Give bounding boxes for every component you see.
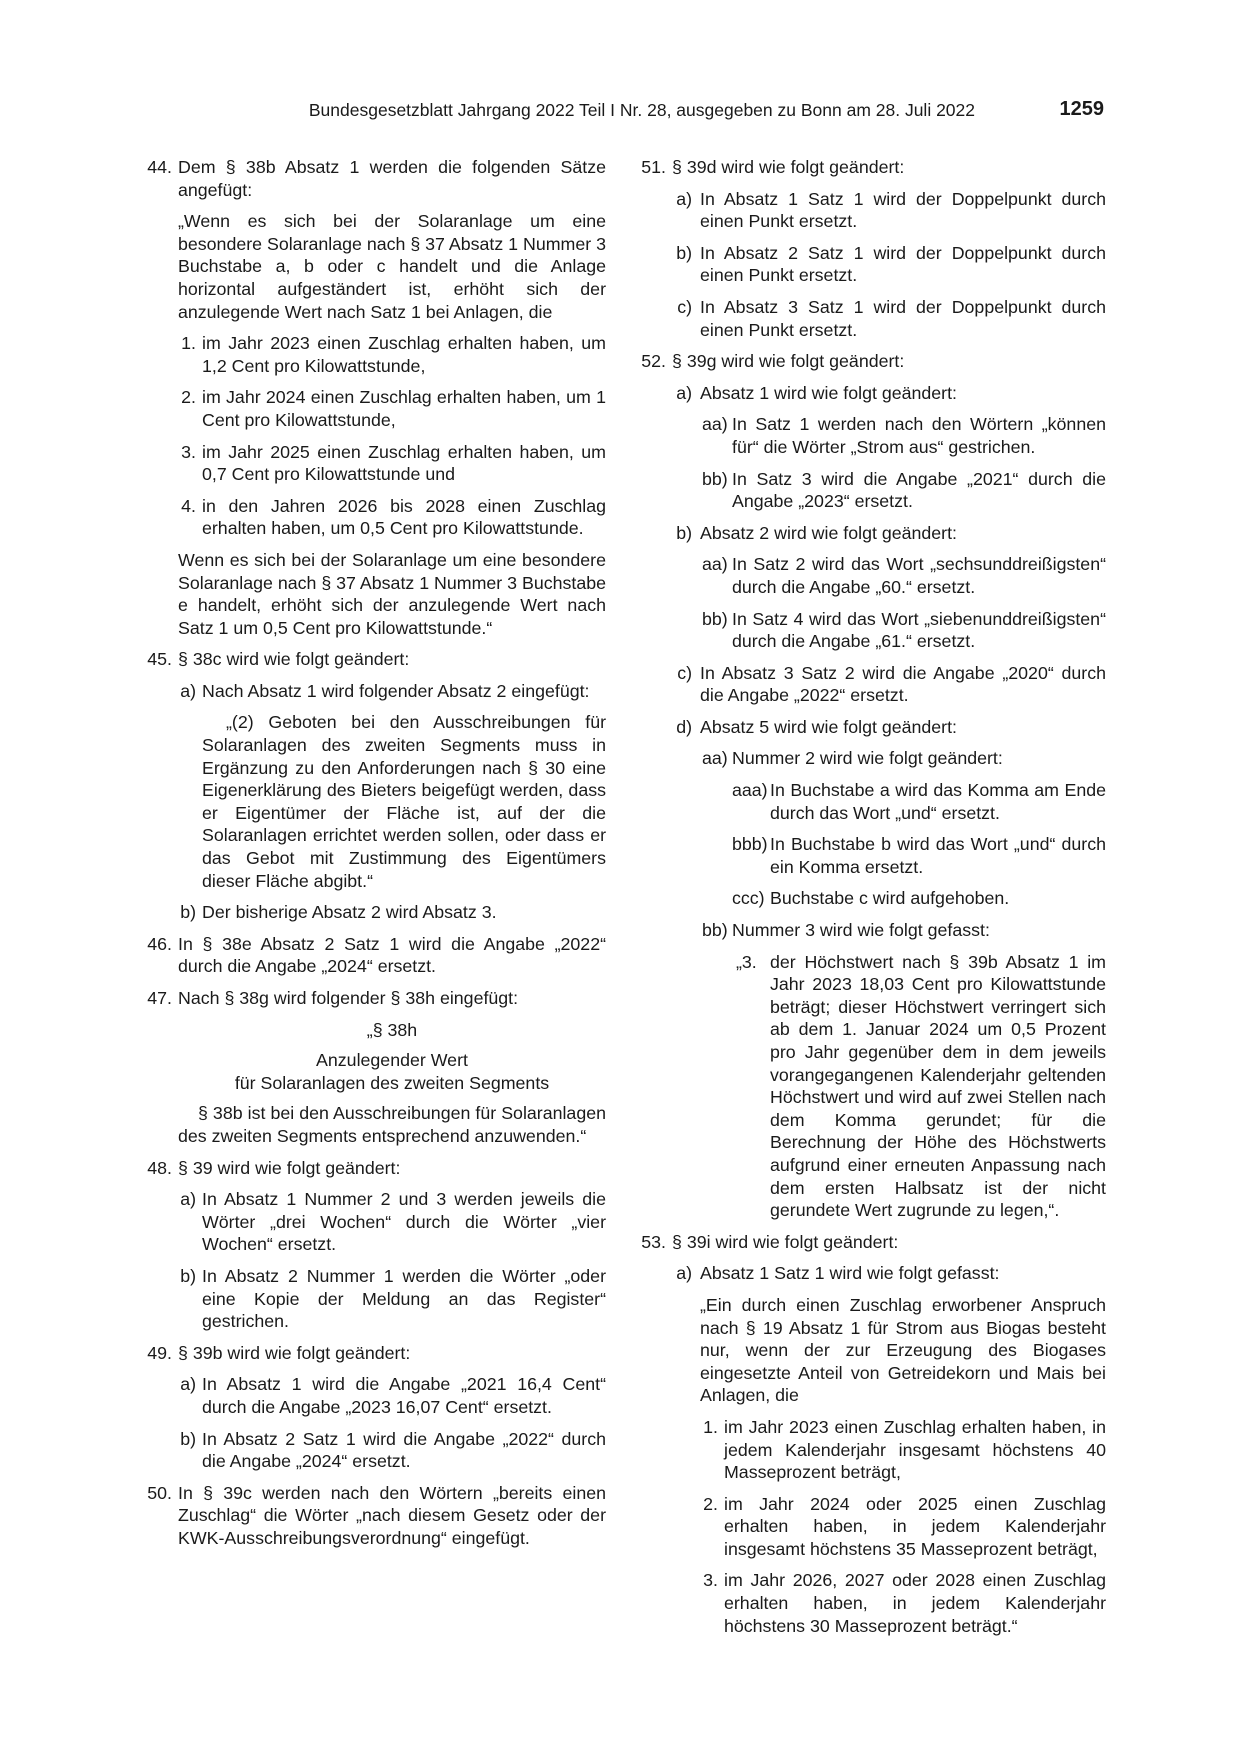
sub-item-text: In Absatz 2 Satz 1 wird der Doppelpunkt durch einen Punkt ersetzt. <box>700 242 1106 286</box>
left-column <box>138 156 606 1558</box>
item-number: 47. <box>147 988 172 1008</box>
sub-item <box>640 296 1106 341</box>
sub-item <box>640 382 1106 405</box>
sub-item-text: In Absatz 3 Satz 2 wird die Angabe „2020“ durch die Angabe „2022“ ersetzt. <box>700 662 1106 706</box>
item-48 <box>138 1157 606 1180</box>
item-number: 46. <box>147 933 172 954</box>
list-number: 1. <box>703 1416 718 1437</box>
item-46 <box>138 933 606 978</box>
list-text: im Jahr 2023 einen Zuschlag erhalten haben, um 1,2 Cent pro Kilowattstunde, <box>202 333 606 376</box>
quote-paragraph: Wenn es sich bei der Solaranlage um eine besondere Solaranlage nach § 37 Absatz 1 Nummer 3 Buchstabe e handelt, erhöht sich der anzulegende Wert nach Satz 1 um 0,5 Cent pro Kilowattstunde.“ <box>178 549 606 638</box>
list-text: im Jahr 2023 einen Zuschlag erhalten haben, in jedem Kalenderjahr insgesamt höchstens 40 Masseprozent beträgt, <box>724 1416 1106 1483</box>
header-title: Bundesgesetzblatt Jahrgang 2022 Teil I Nr. 28, ausgegeben zu Bonn am 28. Juli 2022 <box>308 100 975 120</box>
sub-sub-item-label: aa) <box>702 748 728 769</box>
sub-sub-item-text: Nummer 2 wird wie folgt geändert: <box>732 748 1003 769</box>
sub-item-letter: b) <box>180 902 196 923</box>
sub-sub-item-text: In Satz 1 werden nach den Wörtern „können für“ die Wörter „Strom aus“ gestrichen. <box>732 414 1106 457</box>
list-text: im Jahr 2025 einen Zuschlag erhalten haben, um 0,7 Cent pro Kilowattstunde und <box>202 441 606 485</box>
item-52 <box>640 350 1106 373</box>
sub-sub-item-text: Nummer 3 wird wie folgt gefasst: <box>732 920 990 941</box>
item-text: § 39g wird wie folgt geändert: <box>672 351 905 372</box>
list-number: 3. <box>181 441 196 462</box>
quoted-number-label: „3. <box>736 951 757 972</box>
sub-item-text: Absatz 1 wird wie folgt geändert: <box>700 382 957 403</box>
sub-sub-item-label: bb) <box>702 468 728 489</box>
quoted-number-item <box>640 951 1106 1222</box>
list-item <box>138 495 606 540</box>
list-item <box>640 1569 1106 1637</box>
sub-item <box>138 901 606 924</box>
item-50 <box>138 1482 606 1550</box>
sub-item-text: In Absatz 1 wird die Angabe „2021 16,4 Cent“ durch die Angabe „2023 16,07 Cent“ ersetzt. <box>202 1374 606 1417</box>
sub-sub-item <box>640 747 1106 770</box>
sub-item-letter: a) <box>676 382 692 403</box>
item-number: 50. <box>147 1482 172 1503</box>
quote-paragraph: „Ein durch einen Zuschlag erworbener Anspruch nach § 19 Absatz 1 für Strom aus Biogas besteht nur, wenn der zur Erzeugung des Biogases eingesetzte Anteil von Getreidekorn und Mais bei Anlagen, die <box>700 1294 1106 1406</box>
sub-item <box>640 716 1106 739</box>
item-text: § 39b wird wie folgt geändert: <box>178 1342 411 1363</box>
sub-sub-sub-item-text: In Buchstabe b wird das Wort „und“ durch ein Komma ersetzt. <box>770 834 1106 877</box>
right-column <box>640 156 1106 1646</box>
item-51 <box>640 156 1106 179</box>
sub-item <box>640 188 1106 233</box>
sub-item-letter: a) <box>676 1263 692 1284</box>
item-text: Nach § 38g wird folgender § 38h eingefügt: <box>178 988 519 1008</box>
sub-sub-item-label: aa) <box>702 414 728 435</box>
sub-item-text: In Absatz 3 Satz 1 wird der Doppelpunkt durch einen Punkt ersetzt. <box>700 296 1106 340</box>
item-number: 45. <box>147 649 172 670</box>
list-item <box>640 1493 1106 1561</box>
item-number: 52. <box>641 351 666 372</box>
list-text: im Jahr 2024 oder 2025 einen Zuschlag erhalten haben, in jedem Kalenderjahr insgesamt höchstens 35 Masseprozent beträgt, <box>724 1493 1106 1559</box>
sub-sub-item <box>640 608 1106 653</box>
sub-item-letter: b) <box>180 1265 196 1286</box>
sub-item <box>640 242 1106 287</box>
sub-sub-sub-item-label: bbb) <box>732 834 768 855</box>
item-text: § 39d wird wie folgt geändert: <box>672 157 905 177</box>
sub-item <box>138 1188 606 1256</box>
section-body: § 38b ist bei den Ausschreibungen für Solaranlagen des zweiten Segments entsprechend anzuwenden.“ <box>178 1103 606 1146</box>
sub-sub-sub-item-label: aaa) <box>732 780 768 801</box>
list-text: im Jahr 2026, 2027 oder 2028 einen Zuschlag erhalten haben, in jedem Kalenderjahr höchstens 30 Masseprozent beträgt.“ <box>724 1570 1106 1636</box>
item-number: 48. <box>147 1157 172 1178</box>
item-45 <box>138 648 606 671</box>
quote-paragraph: „Wenn es sich bei der Solaranlage um eine besondere Solaranlage nach § 37 Absatz 1 Nummer 3 Buchstabe a, b oder c handelt und die Anlage horizontal aufgeständert ist, erhöht sich der anzulegende Wert nach Satz 1 bei Anlagen, die <box>178 211 607 322</box>
sub-item-letter: c) <box>677 662 692 683</box>
sub-item-text: Absatz 2 wird wie folgt geändert: <box>700 522 957 543</box>
quoted-number-text: der Höchstwert nach § 39b Absatz 1 im Jahr 2023 18,03 Cent pro Kilowattstunde beträgt; dieser Höchstwert verringert sich ab dem 1. Januar 2024 um 0,5 Prozent pro Jahr gegenüber dem in dem jeweils vorangegangenen Kalenderjahr geltenden Höchstwert und wird auf zwei Stellen nach dem Komma gerundet; für die Berechnung der Höhe des Höchstwerts aufgrund einer erneuten Anpassung nach dem ersten Halbsatz ist der nicht gerundete Wert zugrunde zu legen,“. <box>770 951 1106 1221</box>
list-number: 2. <box>181 387 196 408</box>
list-text: im Jahr 2024 einen Zuschlag erhalten haben, um 1 Cent pro Kilowattstunde, <box>202 387 606 430</box>
sub-sub-item <box>640 468 1106 513</box>
sub-sub-item-text: In Satz 4 wird das Wort „siebenunddreißigsten“ durch die Angabe „61.“ ersetzt. <box>732 608 1106 652</box>
item-44 <box>138 156 606 201</box>
sub-sub-sub-item-text: In Buchstabe a wird das Komma am Ende durch das Wort „und“ ersetzt. <box>770 780 1106 823</box>
sub-item <box>138 1428 606 1473</box>
item-number: 49. <box>147 1342 172 1363</box>
sub-sub-item-label: bb) <box>702 920 728 941</box>
sub-item-text: Nach Absatz 1 wird folgender Absatz 2 eingefügt: <box>202 680 590 701</box>
item-47 <box>138 987 606 1010</box>
list-number: 4. <box>181 495 196 516</box>
sub-sub-item <box>640 413 1106 458</box>
sub-item <box>640 1262 1106 1285</box>
sub-sub-item <box>640 553 1106 598</box>
sub-item-letter: a) <box>180 1189 196 1210</box>
sub-item <box>640 662 1106 707</box>
item-text: In § 39c werden nach den Wörtern „bereits einen Zuschlag“ die Wörter „nach diesem Gesetz oder der KWK-Ausschreibungsverordnung“ eingefügt. <box>178 1482 606 1548</box>
sub-item-letter: b) <box>676 522 692 543</box>
sub-item-letter: b) <box>676 242 692 263</box>
list-number: 2. <box>703 1493 718 1514</box>
item-49 <box>138 1342 606 1365</box>
sub-sub-sub-item <box>640 887 1106 910</box>
sub-item-text: Der bisherige Absatz 2 wird Absatz 3. <box>202 902 497 923</box>
item-text: § 38c wird wie folgt geändert: <box>178 649 410 670</box>
page-number: 1259 <box>1059 98 1104 120</box>
sub-item <box>138 1373 606 1418</box>
item-text: Dem § 38b Absatz 1 werden die folgenden Sätze angefügt: <box>178 157 606 200</box>
list-item <box>640 1416 1106 1484</box>
list-text: in den Jahren 2026 bis 2028 einen Zuschlag erhalten haben, um 0,5 Cent pro Kilowattstunde. <box>202 495 606 539</box>
item-text: In § 38e Absatz 2 Satz 1 wird die Angabe „2022“ durch die Angabe „2024“ ersetzt. <box>178 933 606 977</box>
sub-item-letter: b) <box>180 1428 196 1449</box>
quote-paragraph: „(2) Geboten bei den Ausschreibungen für Solaranlagen des zweiten Segments muss in Ergänzung zu den Anforderungen nach § 30 eine Eigenerklärung des Bieters beigefügt werden, dass er Eigentümer der Fläche ist, auf der die Solaranlagen errichtet werden sollen, oder dass er das Gebot mit Zustimmung des Eigentümers dieser Fläche abgibt.“ <box>202 712 606 891</box>
sub-sub-item-label: aa) <box>702 554 728 575</box>
item-number: 51. <box>641 157 666 177</box>
sub-item-text: Absatz 5 wird wie folgt geändert: <box>700 716 957 737</box>
item-number: 44. <box>147 157 172 177</box>
sub-item-text: In Absatz 2 Satz 1 wird die Angabe „2022“ durch die Angabe „2024“ ersetzt. <box>202 1428 606 1472</box>
list-number: 1. <box>181 333 196 354</box>
section-heading: für Solaranlagen des zweiten Segments <box>234 1072 550 1093</box>
sub-item <box>138 1265 606 1333</box>
list-item <box>138 441 606 486</box>
item-text: § 39i wird wie folgt geändert: <box>672 1231 899 1252</box>
sub-item-letter: d) <box>676 716 692 737</box>
list-item <box>138 332 606 377</box>
page-header <box>0 100 1241 124</box>
sub-item-text: In Absatz 1 Nummer 2 und 3 werden jeweils die Wörter „drei Wochen“ durch die Wörter „vier Wochen“ ersetzt. <box>202 1189 606 1255</box>
section-heading: Anzulegender Wert <box>316 1050 468 1071</box>
sub-item-letter: a) <box>180 680 196 701</box>
sub-sub-item-text: In Satz 2 wird das Wort „sechsunddreißigsten“ durch die Angabe „60.“ ersetzt. <box>732 554 1106 597</box>
section-number: „§ 38h <box>366 1019 418 1040</box>
sub-sub-item <box>640 919 1106 942</box>
sub-item-letter: c) <box>677 296 692 317</box>
sub-item-letter: a) <box>180 1374 196 1395</box>
sub-item-text: Absatz 1 Satz 1 wird wie folgt gefasst: <box>700 1263 1000 1284</box>
list-item <box>138 386 606 431</box>
item-text: § 39 wird wie folgt geändert: <box>178 1157 401 1178</box>
item-53 <box>640 1231 1106 1254</box>
sub-sub-sub-item-label: ccc) <box>732 888 765 909</box>
sub-item-text: In Absatz 1 Satz 1 wird der Doppelpunkt durch einen Punkt ersetzt. <box>700 188 1106 232</box>
item-number: 53. <box>641 1231 666 1252</box>
list-number: 3. <box>703 1570 718 1591</box>
sub-item-letter: a) <box>676 188 692 209</box>
sub-item <box>138 680 606 703</box>
sub-item-text: In Absatz 2 Nummer 1 werden die Wörter „oder eine Kopie der Meldung an das Register“ gestrichen. <box>202 1265 606 1332</box>
sub-sub-item-text: In Satz 3 wird die Angabe „2021“ durch die Angabe „2023“ ersetzt. <box>732 468 1106 512</box>
sub-sub-sub-item-text: Buchstabe c wird aufgehoben. <box>770 888 1010 909</box>
sub-sub-sub-item <box>640 833 1106 878</box>
sub-item <box>640 522 1106 545</box>
sub-sub-item-label: bb) <box>702 608 728 629</box>
sub-sub-sub-item <box>640 779 1106 824</box>
